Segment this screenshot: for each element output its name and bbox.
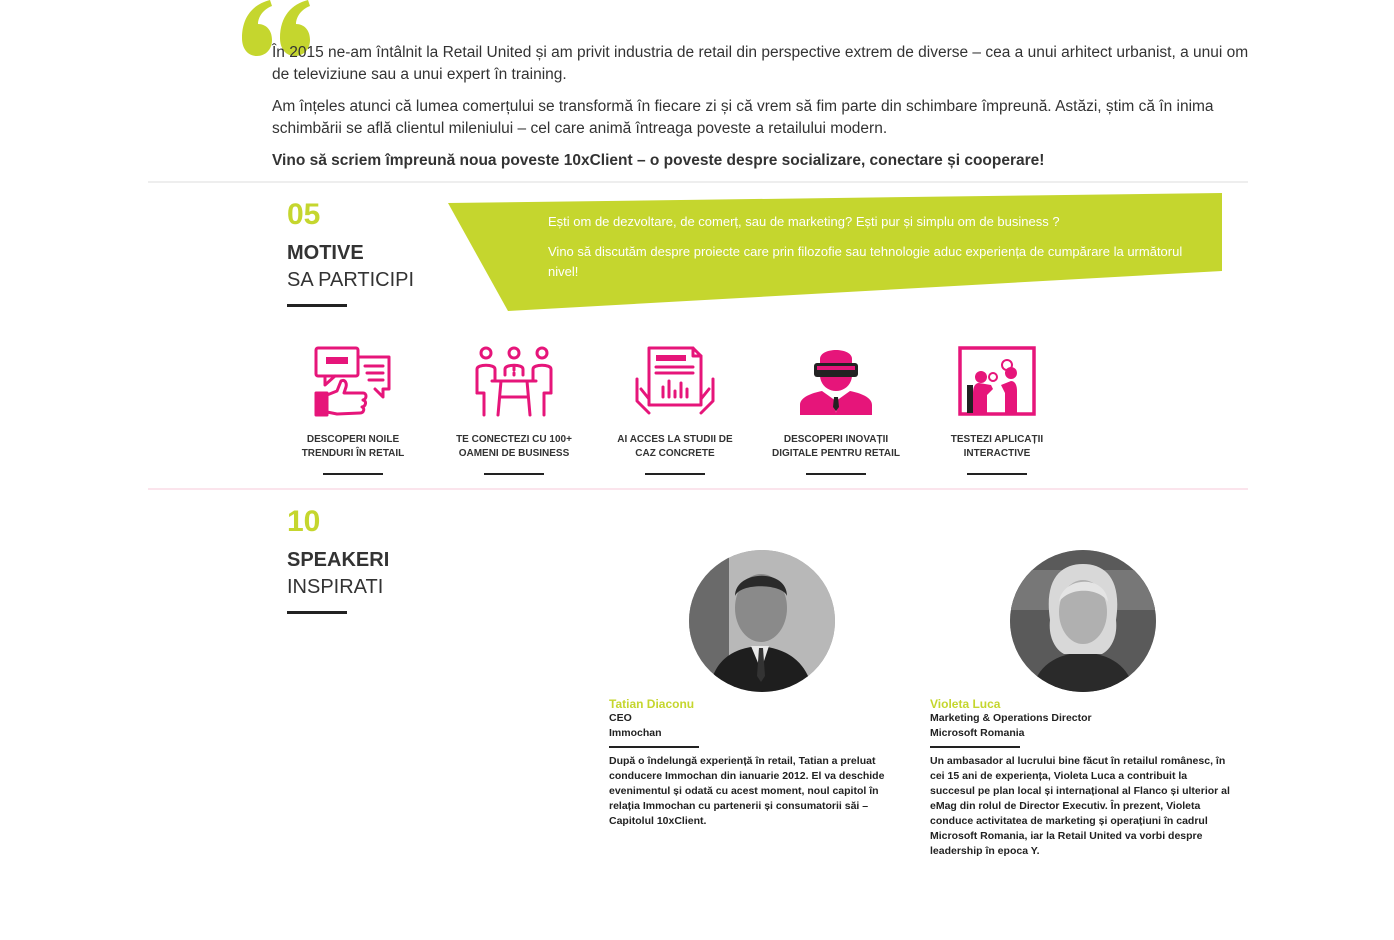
reason-label	[434, 433, 594, 463]
speakers-title	[287, 547, 389, 601]
speaker-company: Immochan	[609, 727, 662, 739]
reason-label-line-2: OAMENI DE BUSINESS	[458, 448, 570, 459]
feedback-thumbs-up-icon	[313, 345, 393, 417]
speaker-role: CEO	[609, 712, 632, 724]
reason-label-line-2: TRENDURI ÎN RETAIL	[301, 448, 405, 459]
reason-underline	[645, 473, 705, 475]
business-meeting-icon	[474, 345, 554, 417]
motives-number: 05	[287, 198, 321, 231]
speaker-divider	[609, 746, 699, 748]
speaker-role: Marketing & Operations Director	[930, 712, 1092, 724]
speaker-portrait-image	[689, 550, 835, 692]
speaker-company: Microsoft Romania	[930, 727, 1025, 739]
intro-paragraph-1: În 2015 ne-am întâlnit la Retail United și am privit industria de retail din perspective extrem de diverse – cea a unui arhitect urbanist, a unui om de televiziune sau a unui expert în training.	[272, 44, 1249, 83]
reason-item	[756, 345, 916, 475]
reason-label	[273, 433, 433, 463]
reason-label-line-1: TE CONECTEZI CU 100+	[456, 434, 572, 445]
motives-title-bold: MOTIVE	[287, 242, 364, 264]
speaker-name: Tatian Diaconu	[609, 697, 695, 711]
reason-label	[756, 433, 916, 463]
motives-underline	[287, 304, 347, 307]
motives-title	[287, 240, 414, 294]
speakers-underline	[287, 611, 347, 614]
reason-item	[273, 345, 433, 475]
interactive-board-icon	[957, 345, 1037, 417]
section-divider	[148, 181, 1248, 183]
reason-label-line-1: TESTEZI APLICAȚII	[950, 434, 1044, 445]
intro-call-to-action: Vino să scriem împreună noua poveste 10xClient – o poveste despre socializare, conectare și cooperare!	[272, 152, 1045, 169]
reason-item	[595, 345, 755, 475]
reason-underline	[967, 473, 1027, 475]
speaker-name: Violeta Luca	[930, 697, 1001, 711]
speaker-photo[interactable]	[1010, 550, 1156, 692]
reason-underline	[806, 473, 866, 475]
section-divider	[148, 488, 1248, 490]
speakers-number: 10	[287, 505, 321, 538]
speaker-card	[609, 550, 929, 829]
reason-label-line-2: INTERACTIVE	[963, 448, 1031, 459]
reason-item	[917, 345, 1077, 475]
speaker-photo[interactable]	[689, 550, 835, 692]
reason-label-line-2: CAZ CONCRETE	[635, 448, 715, 459]
speaker-bio: După o îndelungă experiență în retail, Tatian a preluat conducere Immochan din ianuarie 2012. El va deschide evenimentul și odată cu acest moment, noul capitol în relația Immochan cu partenerii și consumatorii săi – Capitolul 10xClient.	[609, 755, 885, 827]
banner-question: Ești om de dezvoltare, de comerț, sau de marketing? Ești pur și simplu om de business ?	[548, 214, 1060, 229]
reason-label-line-2: DIGITALE PENTRU RETAIL	[772, 448, 900, 459]
reason-label-line-1: DESCOPERI INOVAȚII	[783, 434, 889, 445]
reason-item	[434, 345, 594, 475]
speaker-bio: Un ambasador al lucrului bine făcut în retailul românesc, în cei 15 ani de experiența, Violeta Luca a contribuit la succesul pe plan local și internațional al Flanco și ulterior al eMag din rolul de Director Executiv. În prezent, Violeta conduce activitatea de marketing și operațiuni în cadrul Microsoft Romania, iar la Retail United va vorbi despre leadership în epoca Y.	[930, 755, 1230, 857]
intro-paragraph-2: Am înțeles atunci că lumea comerțului se transformă în fiecare zi și că vrem să fim parte din schimbare împreună. Astăzi, știm că în inima schimbării se află clientul mileniului – cel care animă întreaga poveste a retailului modern.	[272, 98, 1214, 137]
reason-label	[595, 433, 755, 463]
banner-invitation: Vino să discutăm despre proiecte care prin filozofie sau tehnologie aduc experiența de cumpărare la următorul nivel!	[548, 244, 1183, 279]
reason-label-line-1: DESCOPERI NOILE	[306, 434, 400, 445]
reason-label	[917, 433, 1077, 463]
reason-label-line-1: AI ACCES LA STUDII DE	[617, 434, 733, 445]
speaker-divider	[930, 746, 1020, 748]
vr-headset-person-icon	[796, 345, 876, 417]
speaker-card	[930, 550, 1250, 859]
motives-title-light: SA PARTICIPI	[287, 269, 415, 291]
speaker-portrait-image	[1010, 550, 1156, 692]
reason-underline	[323, 473, 383, 475]
speakers-title-light: INSPIRATI	[287, 576, 384, 598]
speakers-title-bold: SPEAKERI	[287, 549, 390, 571]
reason-underline	[484, 473, 544, 475]
case-study-report-icon	[635, 345, 715, 417]
